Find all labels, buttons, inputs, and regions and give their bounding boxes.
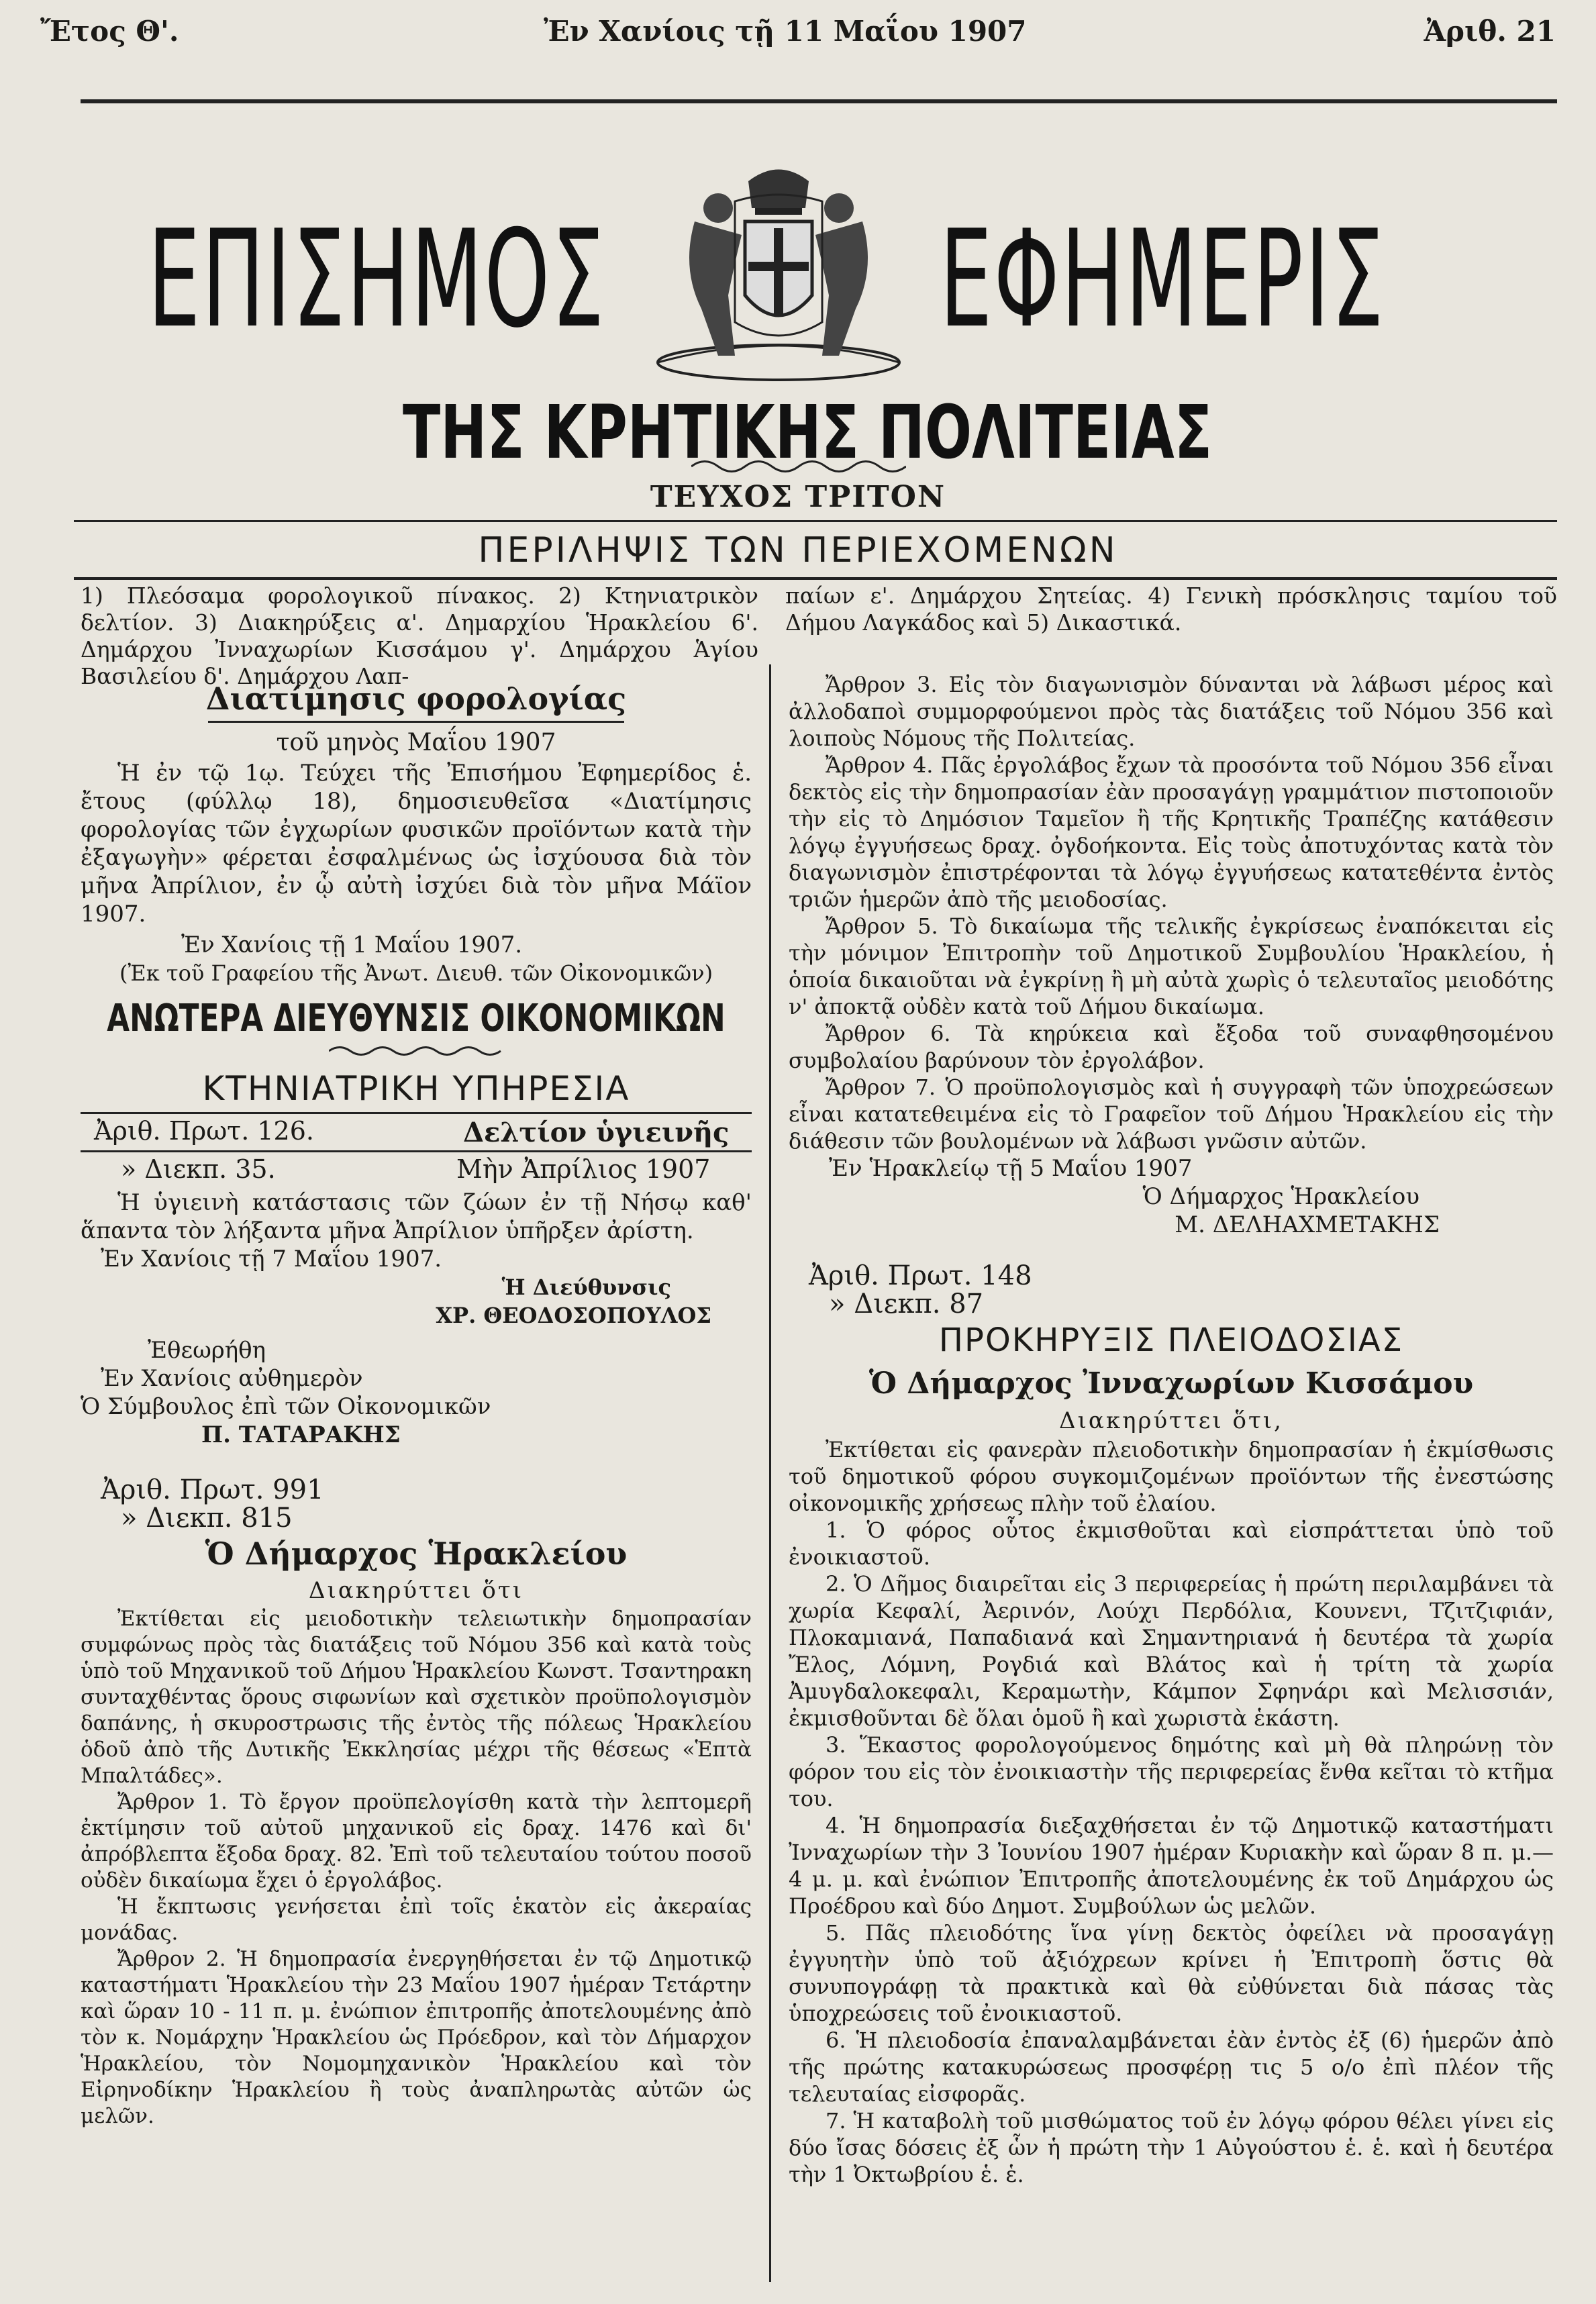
vet-seen: Ἐθεωρήθη [148,1337,266,1364]
right-column [789,671,1554,2188]
issue-number: Ἀριθ. 21 [1424,15,1556,48]
kissamos-p4: 4. Ἡ δημοπρασία διεξαχθήσεται ἐν τῷ Δημοτικῷ καταστήματι Ἰνναχωρίων τὴν 3 Ἰουνίου 1907 ἡμέραν Κυριακὴν καὶ ὥραν 8 π. μ.—4 μ. μ. καὶ ἐνώπιον Ἐπιτροπῆς ἀποτελουμένης ἐκ τοῦ Δημάρχου ὡς Προέδρου καὶ δύο Δημοτ. Συμβούλων ὡς μελῶν. [789,1813,1554,1919]
volume-label: ΤΕΥΧΟΣ ΤΡΙΤΟΝ [650,480,946,514]
art3: Ἄρθρον 3. Εἰς τὸν διαγωνισμὸν δύνανται νὰ λάβωσι μέρος καὶ ἀλλοδαποὶ συμμορφούμενοι πρὸς τὰς διατάξεις τοῦ Νόμου 356 καὶ λοιποὺς Νόμους τῆς Πολιτείας. [789,672,1554,751]
title-right: ΕΦΗΜΕΡΙΣ [940,201,1386,358]
heraklion-sub: Διακηρύττει ὅτι [308,1577,524,1604]
kissamos-p7: 7. Ἡ καταβολὴ τοῦ μισθώματος τοῦ ἐν λόγῳ φόρου θέλει γίνει εἰς δύο ἴσας δόσεις ἐξ ὧν ἡ πρώτη τὴν 1 Αὐγούστου ἑ. ἑ. καὶ ἡ δευτέρα τὴν 1 Ὀκτωβρίου ἑ. ἑ. [789,2108,1554,2187]
vet-sign2: ΧΡ. ΘΕΟΔΟΣΟΠΟΥΛΟΣ [436,1303,711,1328]
date-label: Ἐν Χανίοις τῇ 11 Μαΐου 1907 [544,15,1027,48]
vet-month: Μὴν Ἀπρίλιος 1907 [456,1154,711,1184]
masthead [0,134,1596,537]
kissamos-p2: 2. Ὁ Δῆμος διαιρεῖται εἰς 3 περιφερείας ἡ πρώτη περιλαμβάνει τὰ χωρία Κεφαλί, Ἀερινόν, Λούχι Περδόλια, Κουνενι, Τζιτζιφιάν, Πλοκαμιανά, Παπαδιανά καὶ Σημαντηριανά ἡ δευτέρα τὰ χωρία Ἔλος, Λόμνη, Ρογδιά καὶ Βλάτος καὶ ἡ τρίτη τὰ χωρία Ἀμυγδαλοκεφαλι, Κεραμωτὴν, Κάμπον Σφηνάρι καὶ Μελισσιάν, ἐκμισθοῦνται δὲ ὅλαι ὁμοῦ ἢ καὶ χωριστὰ ἑκάστη. [789,1571,1554,1731]
heraklion-p2: Ἄρθρον 1. Τὸ ἔργον προϋπελογίσθη κατὰ τὴν λεπτομερῆ ἐκτίμησιν τοῦ αὐτοῦ μηχανικοῦ εἰς δραχ. 1476 καὶ δι' ἀπρόβλεπτα ἔξοδα δραχ. 82. Ἐπὶ τοῦ τελευταίου τούτου ποσοῦ οὐδὲν δικαίωμα ἔχει ὁ ἐργολάβος. [81,1790,752,1893]
heraklion-p3: Ἡ ἔκπτωσις γενήσεται ἐπὶ τοῖς ἑκατὸν εἰς ἀκεραίας μονάδας. [81,1895,752,1945]
heraklion-sign2: Μ. ΔΕΛΗΑΧΜΕΤΑΚΗΣ [1175,1211,1440,1238]
heraklion-p4: Ἄρθρον 2. Ἡ δημοπρασία ἐνεργηθήσεται ἐν τῷ Δημοτικῷ καταστήματι Ἡρακλείου τὴν 23 Μαΐου 1907 ἡμέραν Τετάρτην καὶ ὥραν 10 - 11 π. μ. ἐνώπιον ἐπιτροπῆς ἀποτελουμένης ἀπὸ τὸν κ. Νομάρχην Ἡρακλείου ὡς Πρόεδρον, καὶ τὸν Δήμαρχον Ἡρακλείου, τὸν Νομομηχανικὸν Ἡρακλείου καὶ τὸν Εἰρηνοδίκην Ἡρακλείου ἢ τοὺς ἀναπληρωτὰς αὐτῶν ὡς μελῶν. [81,1947,752,2128]
kissamos-p3: 3. Ἕκαστος φορολογούμενος δημότης καὶ μὴ θὰ πληρώνῃ τὸν φόρον του εἰς τὸν ἐνοικιαστὴν τῆς περιφερείας ἔνθα κεῖται τὸ κτῆμα του. [789,1732,1554,1811]
ornament-icon [691,456,906,477]
subtitle: ΤΗΣ ΚΡΗΤΙΚΗΣ ΠΟΛΙΤΕΙΑΣ [403,389,1213,475]
header-rule [81,99,1557,103]
kissamos-p1: 1. Ὁ φόρος οὗτος ἐκμισθοῦται καὶ εἰσπράττεται ὑπὸ τοῦ ἐνοικιαστοῦ. [789,1517,1554,1570]
vet-paragraph: Ἡ ὑγιεινὴ κατάστασις τῶν ζώων ἐν τῇ Νήσῳ καθ' ἅπαντα τὸν λήξαντα μῆνα Ἀπρίλιον ὑπῆρξεν ἀρίστη. [81,1189,752,1244]
tax-rule [208,721,624,723]
heraklion-sign1: Ὁ Δήμαρχος Ἡρακλείου [1142,1183,1419,1210]
summary-rule-bottom [74,577,1557,580]
kissamos-p5: 5. Πᾶς πλειοδότης ἵνα γίνῃ δεκτὸς ὀφείλει νὰ προσαγάγῃ ἐγγυητὴν ὑπὸ τοῦ ἀξιόχρεων κρίνει ἡ Ἐπιτροπὴ ὅστις θὰ συνυπογράφῃ τὰ πρακτικὰ καὶ θὰ εὐθύνεται διὰ πάσας τὰς ὑποχρεώσεις τοῦ ἐνοικιαστοῦ. [789,1920,1554,2026]
kissamos-sub: Ὁ Δήμαρχος Ἰνναχωρίων Κισσάμου [868,1366,1474,1401]
kissamos-ref1: Ἀριθ. Πρωτ. 148 [809,1260,1032,1291]
coat-of-arms-icon [654,161,903,383]
summary-heading: ΠΕΡΙΛΗΨΙΣ ΤΩΝ ΠΕΡΙΕΧΟΜΕΝΩΝ [478,530,1118,570]
vet-seen3: Ὁ Σύμβουλος ἐπὶ τῶν Οἰκονομικῶν [81,1393,491,1420]
summary-right: παίων ε'. Δημάρχου Σητείας. 4) Γενικὴ πρόσκλησις ταμίου τοῦ Δήμου Λαγκάδος καὶ 5) Δικαστικά. [785,583,1557,636]
tax-title: Διατίμησις φορολογίας [205,681,627,717]
summary-left: 1) Πλεόσαμα φορολογικοῦ πίνακος. 2) Κτηνιατρικὸν δελτίον. 3) Διακηρύξεις α'. Δημαρχίου Ἡρακλείου 6'. Δημάρχου Ἰνναχωρίων Κισσάμου γ'. Δημάρχου Ἁγίου Βασιλείου δ'. Δημάρχου Λαπ- [81,583,758,689]
kissamos-title: ΠΡΟΚΗΡΥΞΙΣ ΠΛΕΙΟΔΟΣΙΑΣ [938,1321,1404,1359]
art6: Ἄρθρον 6. Τὰ κηρύκεια καὶ ἔξοδα τοῦ συναφθησομένου συμβολαίου βαρύνουν τὸν ἐργολάβον. [789,1021,1554,1073]
heraklion-title: Ὁ Δήμαρχος Ἡρακλείου [205,1536,628,1572]
vet-date: Ἐν Χανίοις τῇ 7 Μαΐου 1907. [101,1246,442,1272]
vet-sign1: Ἡ Διεύθυνσις [501,1274,671,1300]
ornament-icon [329,1044,503,1058]
vet-ref1: Ἀριθ. Πρωτ. 126. [94,1116,314,1146]
vet-bulletin: Δελτίον ὑγιεινῆς [463,1117,730,1148]
vet-seen4: Π. ΤΑΤΑΡΑΚΗΣ [201,1421,401,1448]
art4: Ἄρθρον 4. Πᾶς ἐργολάβος ἔχων τὰ προσόντα τοῦ Νόμου 356 εἶναι δεκτὸς εἰς τὴν δημοπρασίαν ἐὰν προσαγάγῃ γραμμάτιον πιστοποιοῦν τὴν εἰς τὸ Δημόσιον Ταμεῖον ἢ τῆς Κρητικῆς Τραπέζης κατάθεσιν λόγῳ ἐγγυήσεως δραχ. ὀγδοήκοντα. Εἰς τοὺς ἀποτυχόντας κατὰ τὸν διαγωνισμὸν ἐπιστρέφονται τὰ λόγῳ ἐγγυήσεως κατατεθέντα ἐντὸς τριῶν ἡμερῶν ἀπὸ τῆς μειοδοσίας. [789,752,1554,912]
tax-date: Ἐν Χανίοις τῇ 1 Μαΐου 1907. [181,932,523,958]
art7: Ἄρθρον 7. Ὁ προϋπολογισμὸς καὶ ἡ συγγραφὴ τῶν ὑποχρεώσεων εἶναι κατατεθειμένα εἰς τὸ Γραφεῖον τοῦ Δήμου Ἡρακλείου εἰς τὴν διάθεσιν τῶν βουλομένων νὰ λάβωσι γνῶσιν αὐτῶν. [789,1074,1554,1154]
kissamos-sub2: Διακηρύττει ὅτι, [1059,1407,1283,1434]
header-bar [34,15,1562,89]
heraklion-date: Ἐν Ἡρακλείῳ τῇ 5 Μαΐου 1907 [829,1155,1193,1182]
tax-subtitle: τοῦ μηνὸς Μαΐου 1907 [276,729,556,756]
kissamos-ref2: » Διεκπ. 87 [829,1289,984,1319]
column-divider [769,664,771,2282]
tax-paragraph: Ἡ ἐν τῷ 1ῳ. Τεύχει τῆς Ἐπισήμου Ἐφημερίδος ἑ. ἔτους (φύλλῳ 18), δημοσιευθεῖσα «Διατίμησις φορολογίας τῶν ἐγχωρίων φυσικῶν προϊόντων κατὰ τὴν ἐξαγωγὴν» φέρεται ἐσφαλμένως ὡς ἰσχύουσα διὰ τὸν μῆνα Ἀπρίλιον, ἐν ᾧ αὐτὴ ἰσχύει διὰ τὸν μῆνα Μάϊον 1907. [81,760,752,928]
heraklion-p1: Ἐκτίθεται εἰς μειοδοτικὴν τελειωτικὴν δημοπρασίαν συμφώνως πρὸς τὰς διατάξεις τοῦ Νόμου 356 καὶ κατὰ τοὺς ὑπὸ τοῦ Μηχανικοῦ τοῦ Δήμου Ἡρακλείου Κωνστ. Τσαντηρακη συνταχθέντας ὅρους σιφωνίων καὶ σχετικὸν προϋπολογισμὸν δαπάνης, ἡ σκυροστρωσις τῆς ἐντὸς τῆς πόλεως Ἡρακλείου ὁδοῦ ἀπὸ τῆς Δυτικῆς Ἐκκλησίας μέχρι τῆς θέσεως «Ἑπτὰ Μπαλτάδες». [81,1607,752,1788]
art5: Ἄρθρον 5. Τὸ δικαίωμα τῆς τελικῆς ἐγκρίσεως ἐναπόκειται εἰς τὴν μόνιμον Ἐπιτροπὴν τοῦ Δημοτικοῦ Συμβουλίου Ἡρακλείου, ἡ ὁποία δικαιοῦται νὰ ἐγκρίνῃ ἢ μὴ αὐτὰ χωρὶς ὁ τελευταῖος μειοδότης ν' ἀποκτᾷ οὐδὲν κατὰ τοῦ Δήμου δικαίωμα. [789,913,1554,1019]
heraklion-ref1: Ἀριθ. Πρωτ. 991 [101,1474,324,1505]
tax-source: (Ἐκ τοῦ Γραφείου τῆς Ἀνωτ. Διευθ. τῶν Οἰκονομικῶν) [119,960,713,986]
title-left: ΕΠΙΣΗΜΟΣ [148,201,606,358]
summary-rule-top [74,520,1557,522]
finance-title: ΑΝΩΤΕΡΑ ΔΙΕΥΘΥΝΣΙΣ ΟΙΚΟΝΟΜΙΚΩΝ [107,997,726,1040]
vet-title: ΚΤΗΝΙΑΤΡΙΚΗ ΥΠΗΡΕΣΙΑ [202,1069,630,1108]
kissamos-p6: 6. Ἡ πλειοδοσία ἐπαναλαμβάνεται ἐὰν ἐντὸς ἐξ (6) ἡμερῶν ἀπὸ τῆς πρώτης κατακυρώσεως προσφέρῃ τις 5 ο/ο ἐπὶ πλέον τῆς τελευταίας εἰσφορᾶς. [789,2027,1554,2107]
heraklion-ref2: » Διεκπ. 815 [121,1503,293,1534]
vet-ref2: » Διεκπ. 35. [121,1154,276,1184]
left-column [81,678,752,2130]
kissamos-p0: Ἐκτίθεται εἰς φανερὰν πλειοδοτικὴν δημοπρασίαν ἡ ἐκμίσθωσις τοῦ δημοτικοῦ φόρου συγκομιζομένων προϊόντων τῆς ἐνεστώσης οἰκονομικῆς χρήσεως πλὴν τοῦ ἐλαίου. [789,1437,1554,1516]
year-label: Ἔτος Θ'. [40,15,179,48]
vet-seen2: Ἐν Χανίοις αὐθημερὸν [101,1365,363,1392]
